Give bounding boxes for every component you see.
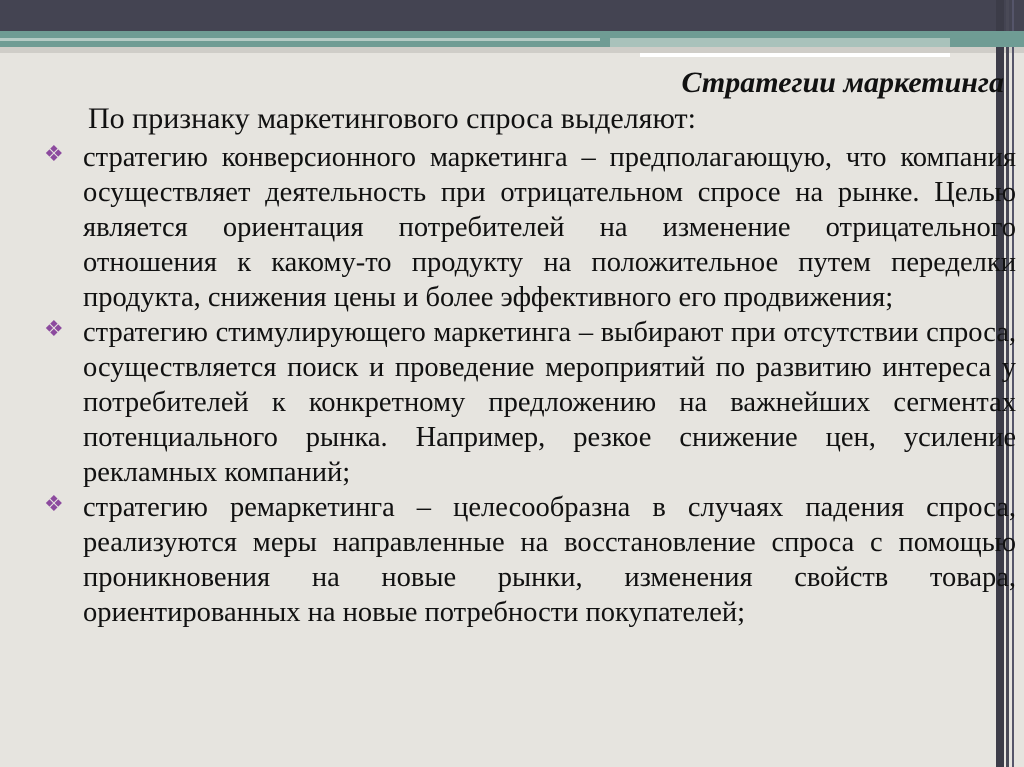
slide-title: Стратегии маркетинга: [681, 66, 1004, 99]
intro-text: По признаку маркетингового спроса выделяют:: [88, 102, 696, 135]
bullet-text: стратегию конверсионного маркетинга – предполагающую, что компания осуществляет деятельность при отрицательном спросе на рынке. Целью является ориентация потребителей на изменение отрицательного отношения к какому-то продукту на положительное путем переделки продукта, снижения цены и более эффективного его продвижения;: [83, 142, 1016, 313]
header-band-dark: [0, 0, 1024, 31]
right-rail-teal: [996, 31, 1024, 47]
bullet-text: стратегию стимулирующего маркетинга – выбирают при отсутствии спроса, осуществляется поиск и проведение мероприятий по развитию интереса у потребителей к конкретному предложению на важнейших сегментах потенциального рынка. Например, резкое снижение цен, усиление рекламных компаний;: [83, 317, 1016, 488]
diamond-bullet-icon: ❖: [44, 492, 64, 517]
header-band-light: [0, 38, 600, 41]
diamond-bullet-icon: ❖: [44, 142, 64, 167]
diamond-bullet-icon: ❖: [44, 317, 64, 342]
header-band-stripe: [610, 38, 950, 47]
bullet-text: стратегию ремаркетинга – целесообразна в случаях падения спроса, реализуются меры направленные на восстановление спроса с помощью проникновения на новые рынки, изменения свойств товара, ориентированных на новые потребности покупателей;: [83, 492, 1016, 628]
bullet-list: [40, 140, 1016, 630]
header-band-highlight: [640, 53, 950, 57]
bullet-item: [40, 140, 1016, 315]
bullet-item: [40, 490, 1016, 630]
bullet-item: [40, 315, 1016, 490]
